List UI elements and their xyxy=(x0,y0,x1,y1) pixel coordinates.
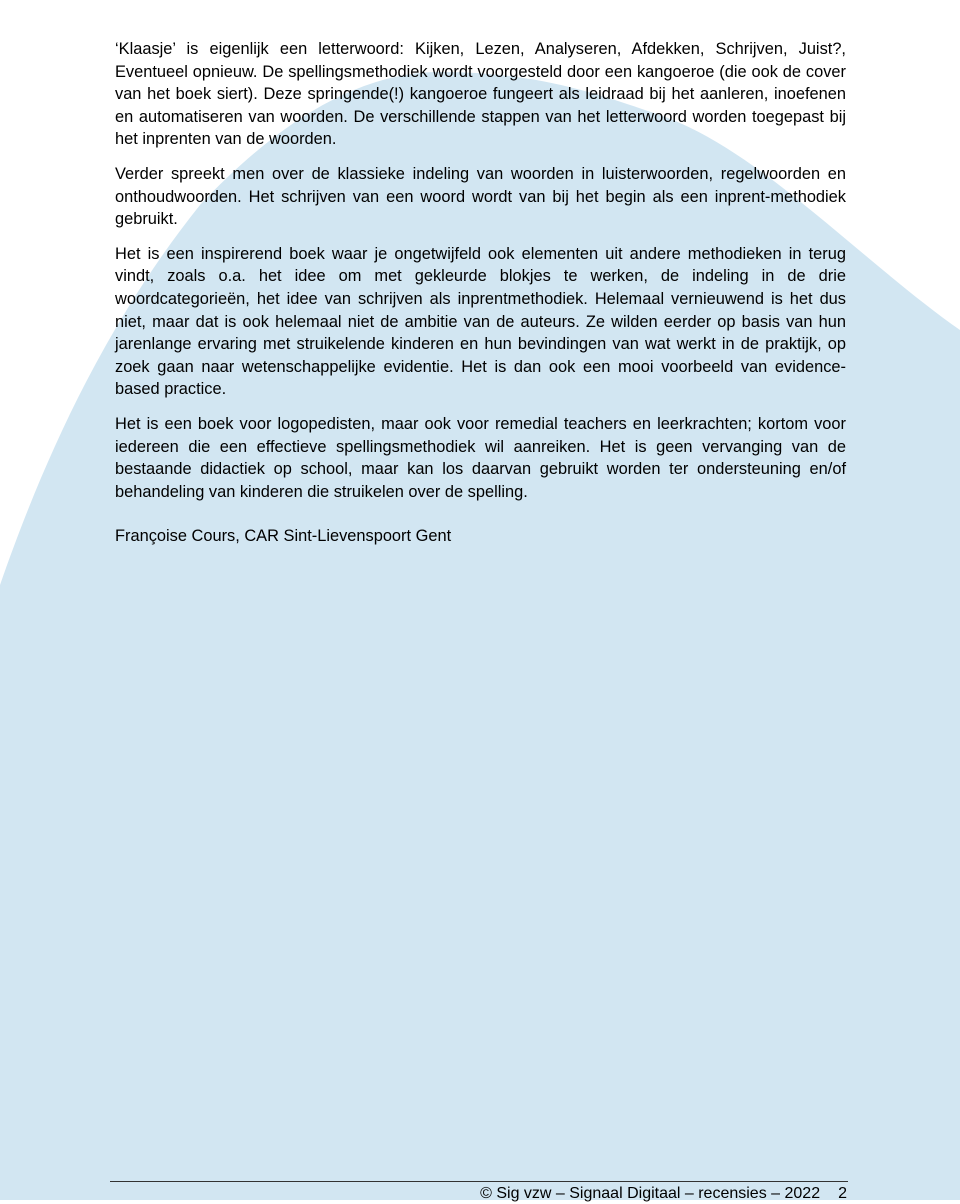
page-number: 2 xyxy=(838,1185,847,1202)
footer-label: © Sig vzw – Signaal Digitaal – recensies – 2022 xyxy=(480,1185,821,1202)
footer xyxy=(480,1184,847,1204)
paragraph-3: Het is een inspirerend boek waar je ongetwijfeld ook elementen uit andere methodieken in terug vindt, zoals o.a. het idee om met gekleurde blokjes te werken, de indeling in de drie woordcategorieën, het idee van schrijven als inprentmethodiek. Helemaal vernieuwend is het dus niet, maar dat is ook helemaal niet de ambitie van de auteurs. Ze wilden eerder op basis van hun jarenlange ervaring met struikelende kinderen en hun bevindingen van wat werkt in de praktijk, op zoek gaan naar wetenschappelijke evidentie. Het is dan ook een mooi voorbeeld van evidence-based practice. xyxy=(115,244,846,399)
paragraph-1: ‘Klaasje’ is eigenlijk een letterwoord: Kijken, Lezen, Analyseren, Afdekken, Schrijven, Juist?, Eventueel opnieuw. De spellingsmethodiek wordt voorgesteld door een kangoeroe (die ook de cover van het boek siert). Deze springende(!) kangoeroe fungeert als leidraad bij het aanleren, inoefenen en automatiseren van woorden. De verschillende stappen van het letterwoord worden toegepast bij het inprenten van de woorden. xyxy=(115,40,846,149)
paragraph-4: Het is een boek voor logopedisten, maar ook voor remedial teachers en leerkrachten; kortom voor iedereen die een effectieve spellingsmethodiek wil aanreiken. Het is geen vervanging van de bestaande didactiek op school, maar kan los daarvan gebruikt worden ter ondersteuning en/of behandeling van kinderen die struikelen over de spelling. xyxy=(115,414,846,501)
paragraph-2: Verder spreekt men over de klassieke indeling van woorden in luisterwoorden, regelwoorden en onthoudwoorden. Het schrijven van een woord wordt van bij het begin als een inprent-methodiek gebruikt. xyxy=(115,164,846,229)
footer-divider xyxy=(110,1181,848,1182)
signature: Françoise Cours, CAR Sint-Lievenspoort Gent xyxy=(115,527,452,545)
body-text xyxy=(115,38,846,515)
